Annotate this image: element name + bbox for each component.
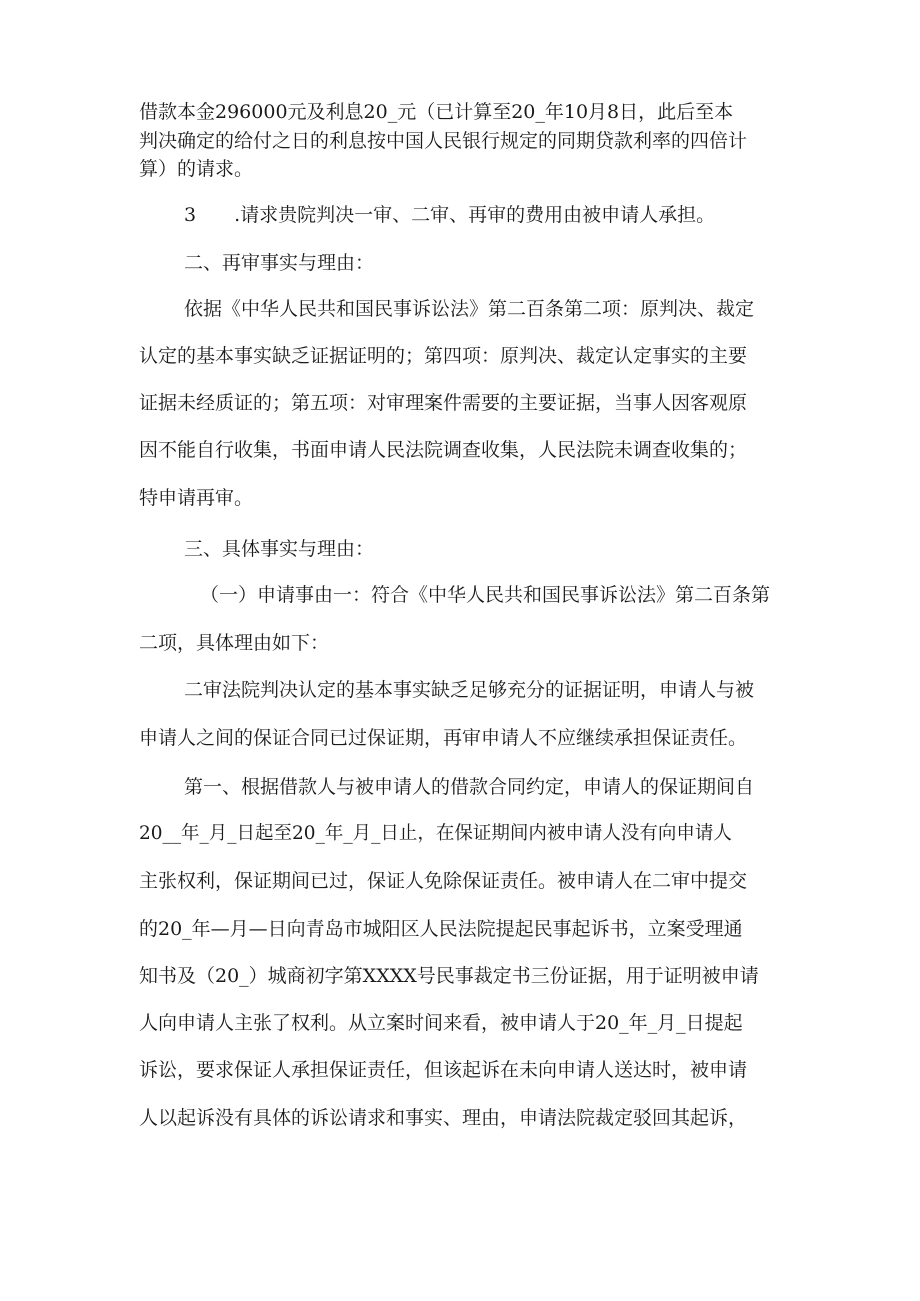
text-line-23: 人以起诉没有具体的诉讼请求和事实、理由，申请法院裁定驳回其起诉， xyxy=(139,1107,748,1129)
text-line-9: 因不能自行收集，书面申请人民法院调查收集，人民法院未调查收集的； xyxy=(139,439,748,461)
text-line-1: 借款本金296000元及利息20_元（已计算至20_年10月8日，此后至本 xyxy=(139,101,734,123)
text-line-18: 主张权利，保证期间已过，保证人免除保证责任。被申请人在二审中提交 xyxy=(139,870,748,892)
text-line-6: 依据《中华人民共和国民事诉讼法》第二百条第二项：原判决、裁定 xyxy=(184,298,755,320)
section-heading-3: 三、具体事实与理由： xyxy=(184,538,375,560)
text-line-21: 人向申请人主张了权利。从立案时间来看，被申请人于20_年_月_日提起 xyxy=(139,1012,743,1034)
text-line-4: 3 .请求贵院判决一审、二审、再审的费用由被申请人承担。 xyxy=(184,204,716,226)
text-line-16: 第一、根据借款人与被申请人的借款合同约定，申请人的保证期间自 xyxy=(184,776,755,798)
text-line-13: 二项，具体理由如下： xyxy=(139,632,330,654)
text-line-14: 二审法院判决认定的基本事实缺乏足够充分的证据证明，申请人与被 xyxy=(184,679,755,701)
text-line-19: 的20_年—月—日向青岛市城阳区人民法院提起民事起诉书，立案受理通 xyxy=(139,918,743,940)
text-line-8: 证据未经质证的；第五项：对审理案件需要的主要证据，当事人因客观原 xyxy=(139,392,748,414)
text-line-2: 判决确定的给付之日的利息按中国人民银行规定的同期贷款利率的四倍计 xyxy=(139,130,748,152)
section-heading-2: 二、再审事实与理由： xyxy=(184,252,375,274)
text-line-12: （一）申请事由一：符合《中华人民共和国民事诉讼法》第二百条第 xyxy=(200,584,771,606)
text-line-20: 知书及（20_）城商初字第XXXX号民事裁定书三份证据，用于证明被申请 xyxy=(139,965,759,987)
text-line-17: 20__年_月_日起至20_年_月_日止，在保证期间内被申请人没有向申请人 xyxy=(139,823,732,844)
text-line-7: 认定的基本事实缺乏证据证明的；第四项：原判决、裁定认定事实的主要 xyxy=(139,345,748,367)
text-line-15: 申请人之间的保证合同已过保证期，再审申请人不应继续承担保证责任。 xyxy=(139,727,748,749)
text-line-10: 特申请再审。 xyxy=(139,487,254,509)
text-line-22: 诉讼，要求保证人承担保证责任，但该起诉在未向申请人送达时，被申请 xyxy=(139,1059,748,1081)
text-line-3: 算）的请求。 xyxy=(139,158,254,180)
